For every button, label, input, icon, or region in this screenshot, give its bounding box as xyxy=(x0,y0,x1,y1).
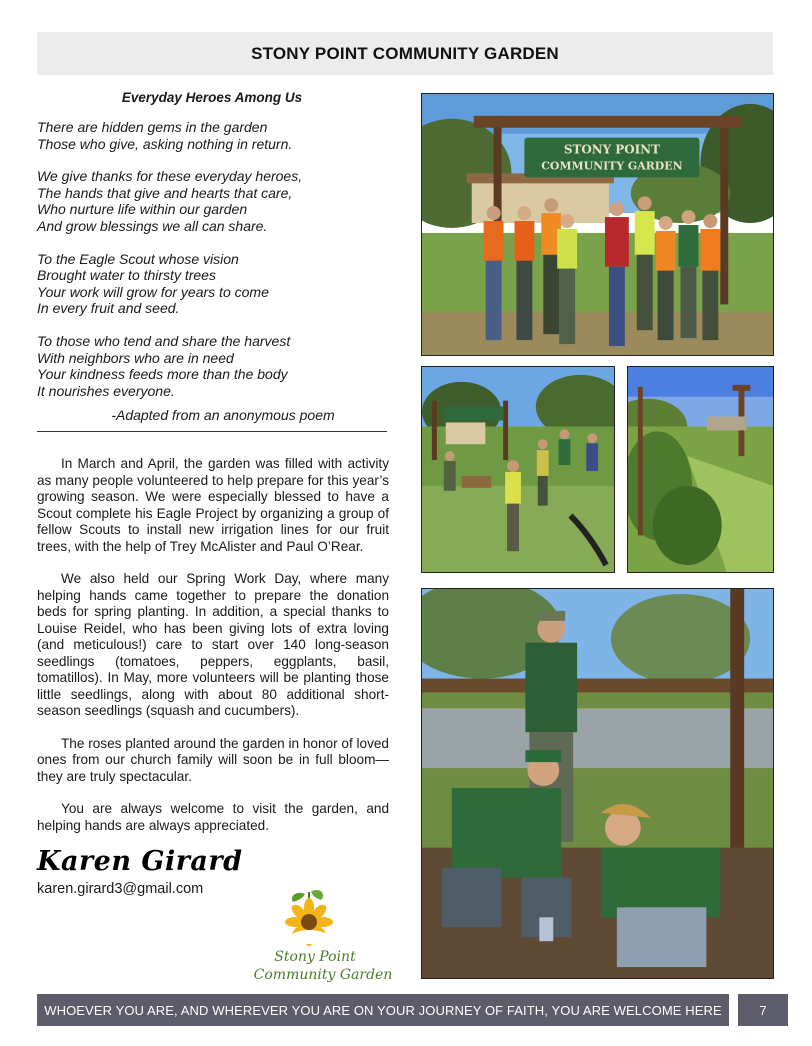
poem-line: And grow blessings we all can share. xyxy=(37,217,268,234)
poem-line: It nourishes everyone. xyxy=(37,382,175,399)
poem-stanza-3 xyxy=(37,251,389,317)
left-column xyxy=(37,90,389,897)
sunflower-icon xyxy=(285,890,333,946)
logo-line-2: Community Garden xyxy=(253,967,393,983)
photo-irrigation-work xyxy=(421,366,615,573)
photo-planting-work xyxy=(421,588,774,979)
page-title: STONY POINT COMMUNITY GARDEN xyxy=(251,43,559,63)
garden-sign-line-1: STONY POINT xyxy=(563,142,660,157)
page-number: 7 xyxy=(738,994,788,1026)
garden-logo xyxy=(253,888,395,988)
article-paragraph-4: You are always welcome to visit the garden, and helping hands are always appreciated. xyxy=(37,801,389,833)
poem-line: Brought water to thirsty trees xyxy=(37,267,216,284)
poem-line: With neighbors who are in need xyxy=(37,349,234,366)
section-divider xyxy=(37,431,387,432)
author-signature: Karen Girard xyxy=(37,846,243,878)
poem-title: Everyday Heroes Among Us xyxy=(121,90,303,105)
header-bar xyxy=(37,32,773,75)
poem-stanza-1 xyxy=(37,119,389,152)
poem-line: To those who tend and share the harvest xyxy=(37,332,291,349)
poem-line: In every fruit and seed. xyxy=(37,300,180,317)
poem-attribution: -Adapted from an anonymous poem xyxy=(111,407,335,424)
poem-line: There are hidden gems in the garden xyxy=(37,119,268,135)
footer-tagline: WHOEVER YOU ARE, AND WHEREVER YOU ARE ON YOUR JOURNEY OF FAITH, YOU ARE WELCOME HERE xyxy=(44,1002,722,1018)
poem-line: Who nurture life within our garden xyxy=(37,201,248,218)
poem-stanza-2 xyxy=(37,168,389,234)
photo-garden-rows xyxy=(627,366,774,573)
poem-line: Those who give, asking nothing in return. xyxy=(37,135,293,152)
poem-line: Your kindness feeds more than the body xyxy=(37,366,288,383)
article-paragraph-2: We also held our Spring Work Day, where many helping hands came together to prepare the donation beds for spring planting. In addition, a special thanks to Louise Reidel, who has been giving lots of extra loving (and meticulous!) care to start over 140 long-season seedlings (tomatoes, peppers, eggplants, basil, tomatillos). In May, more volunteers will be planting those little seedlings, along with about 80 additional short-season seedlings (squash and cucumbers). xyxy=(37,571,389,719)
poem-line: To the Eagle Scout whose vision xyxy=(37,250,239,267)
poem-line: We give thanks for these everyday heroes, xyxy=(37,168,303,185)
article-paragraph-1: In March and April, the garden was filled with activity as many people volunteered to help prepare for this year’s growing season. We were especially blessed to have a Scout complete his Eagle Project by organizing a group of fellow Scouts to install new irrigation lines for our fruit trees, with the help of Trey McAlister and Paul O’Rear. xyxy=(37,456,389,554)
photo-scouts-group xyxy=(421,93,774,356)
footer-bar xyxy=(37,994,729,1026)
author-email[interactable]: karen.girard3@gmail.com xyxy=(37,881,204,898)
article-paragraph-3: The roses planted around the garden in honor of loved ones from our church family will soon be in full bloom—they are truly spectacular. xyxy=(37,735,389,784)
poem-line: Your work will grow for years to come xyxy=(37,283,269,300)
garden-sign-line-2: COMMUNITY GARDEN xyxy=(541,159,683,173)
poem-line: The hands that give and hearts that care, xyxy=(37,184,293,201)
logo-line-1: Stony Point xyxy=(274,949,356,965)
poem-stanza-4 xyxy=(37,333,389,399)
